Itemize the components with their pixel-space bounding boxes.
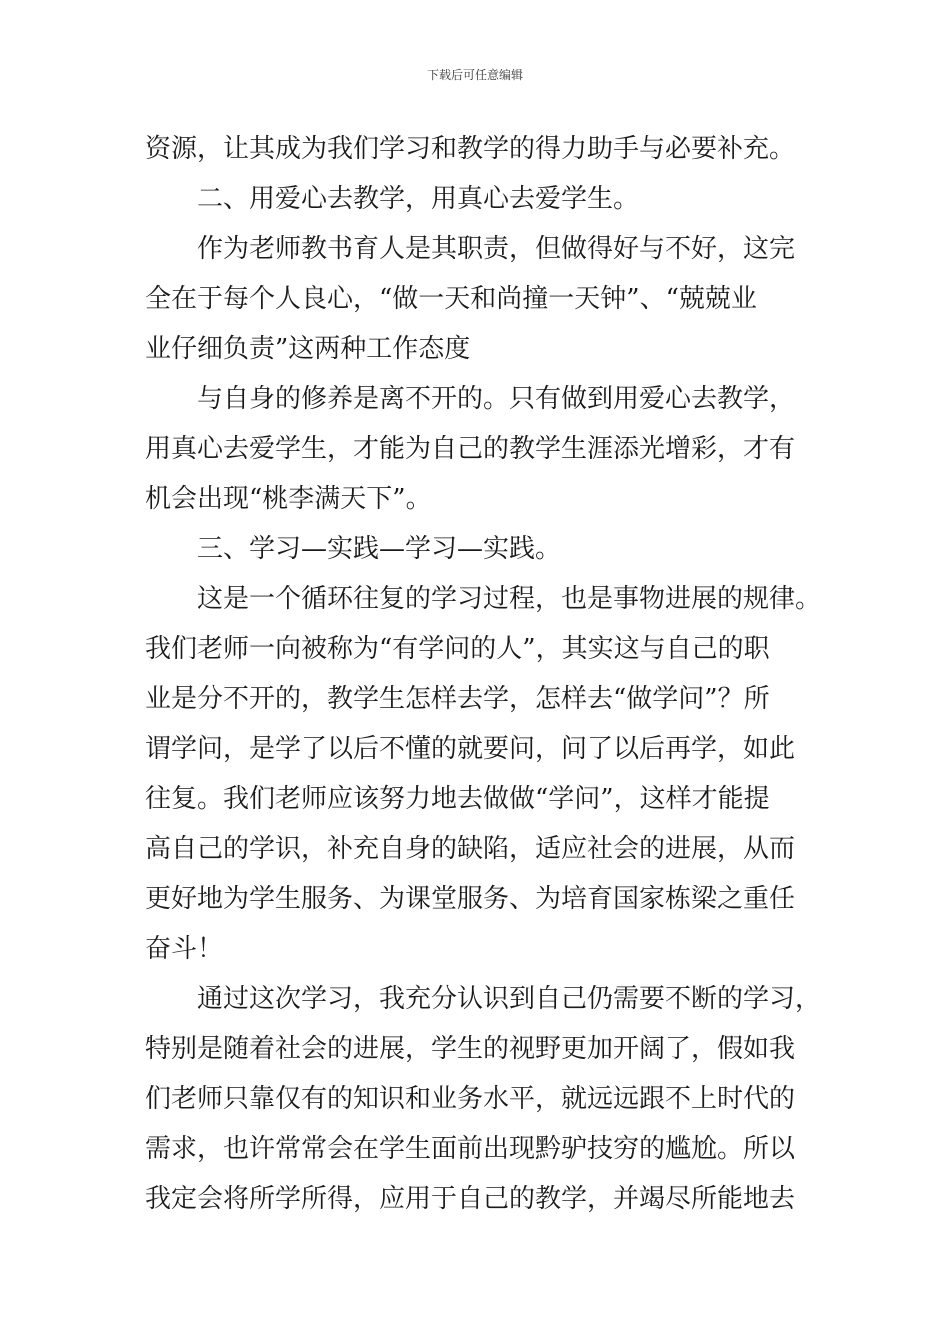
text-line: 奋斗！ xyxy=(145,934,224,964)
text-line: 这是一个循环往复的学习过程，也是事物进展的规律。 xyxy=(197,584,822,614)
section-heading: 三、学习—实践—学习—实践。 xyxy=(197,534,562,564)
text-line: 与自身的修养是离不开的。只有做到用爱心去教学， xyxy=(197,384,796,414)
text-line: 用真心去爱学生，才能为自己的教学生涯添光增彩，才有 xyxy=(145,434,796,464)
page-header: 下载后可任意编辑 xyxy=(426,68,523,82)
text-line: 特别是随着社会的进展，学生的视野更加开阔了，假如我 xyxy=(145,1034,796,1064)
text-line: 更好地为学生服务、为课堂服务、为培育国家栋梁之重任 xyxy=(145,884,796,914)
text-line: 们老师只靠仅有的知识和业务水平，就远远跟不上时代的 xyxy=(145,1084,796,1114)
text-line: 机会出现“桃李满天下”。 xyxy=(145,484,432,514)
section-heading: 二、用爱心去教学，用真心去爱学生。 xyxy=(197,184,640,214)
text-line: 业是分不开的，教学生怎样去学，怎样去“做学问”？所 xyxy=(145,684,770,714)
text-line: 我们老师一向被称为“有学问的人”，其实这与自己的职 xyxy=(145,634,770,664)
text-line: 谓学问，是学了以后不懂的就要问，问了以后再学，如此 xyxy=(145,734,796,764)
text-line: 资源，让其成为我们学习和教学的得力助手与必要补充。 xyxy=(145,134,796,164)
text-line: 需求，也许常常会在学生面前出现黔驴技穷的尴尬。所以 xyxy=(145,1134,796,1164)
text-line: 全在于每个人良心，“做一天和尚撞一天钟”、“兢兢业 xyxy=(145,284,757,314)
text-line: 业仔细负责”这两种工作态度 xyxy=(145,334,471,364)
text-line: 通过这次学习，我充分认识到自己仍需要不断的学习， xyxy=(197,984,822,1014)
text-line: 我定会将所学所得，应用于自己的教学，并竭尽所能地去 xyxy=(145,1184,796,1214)
text-line: 作为老师教书育人是其职责，但做得好与不好，这完 xyxy=(197,234,796,264)
text-line: 往复。我们老师应该努力地去做做“学问”，这样才能提 xyxy=(145,784,770,814)
text-line: 高自己的学识，补充自身的缺陷，适应社会的进展，从而 xyxy=(145,834,796,864)
